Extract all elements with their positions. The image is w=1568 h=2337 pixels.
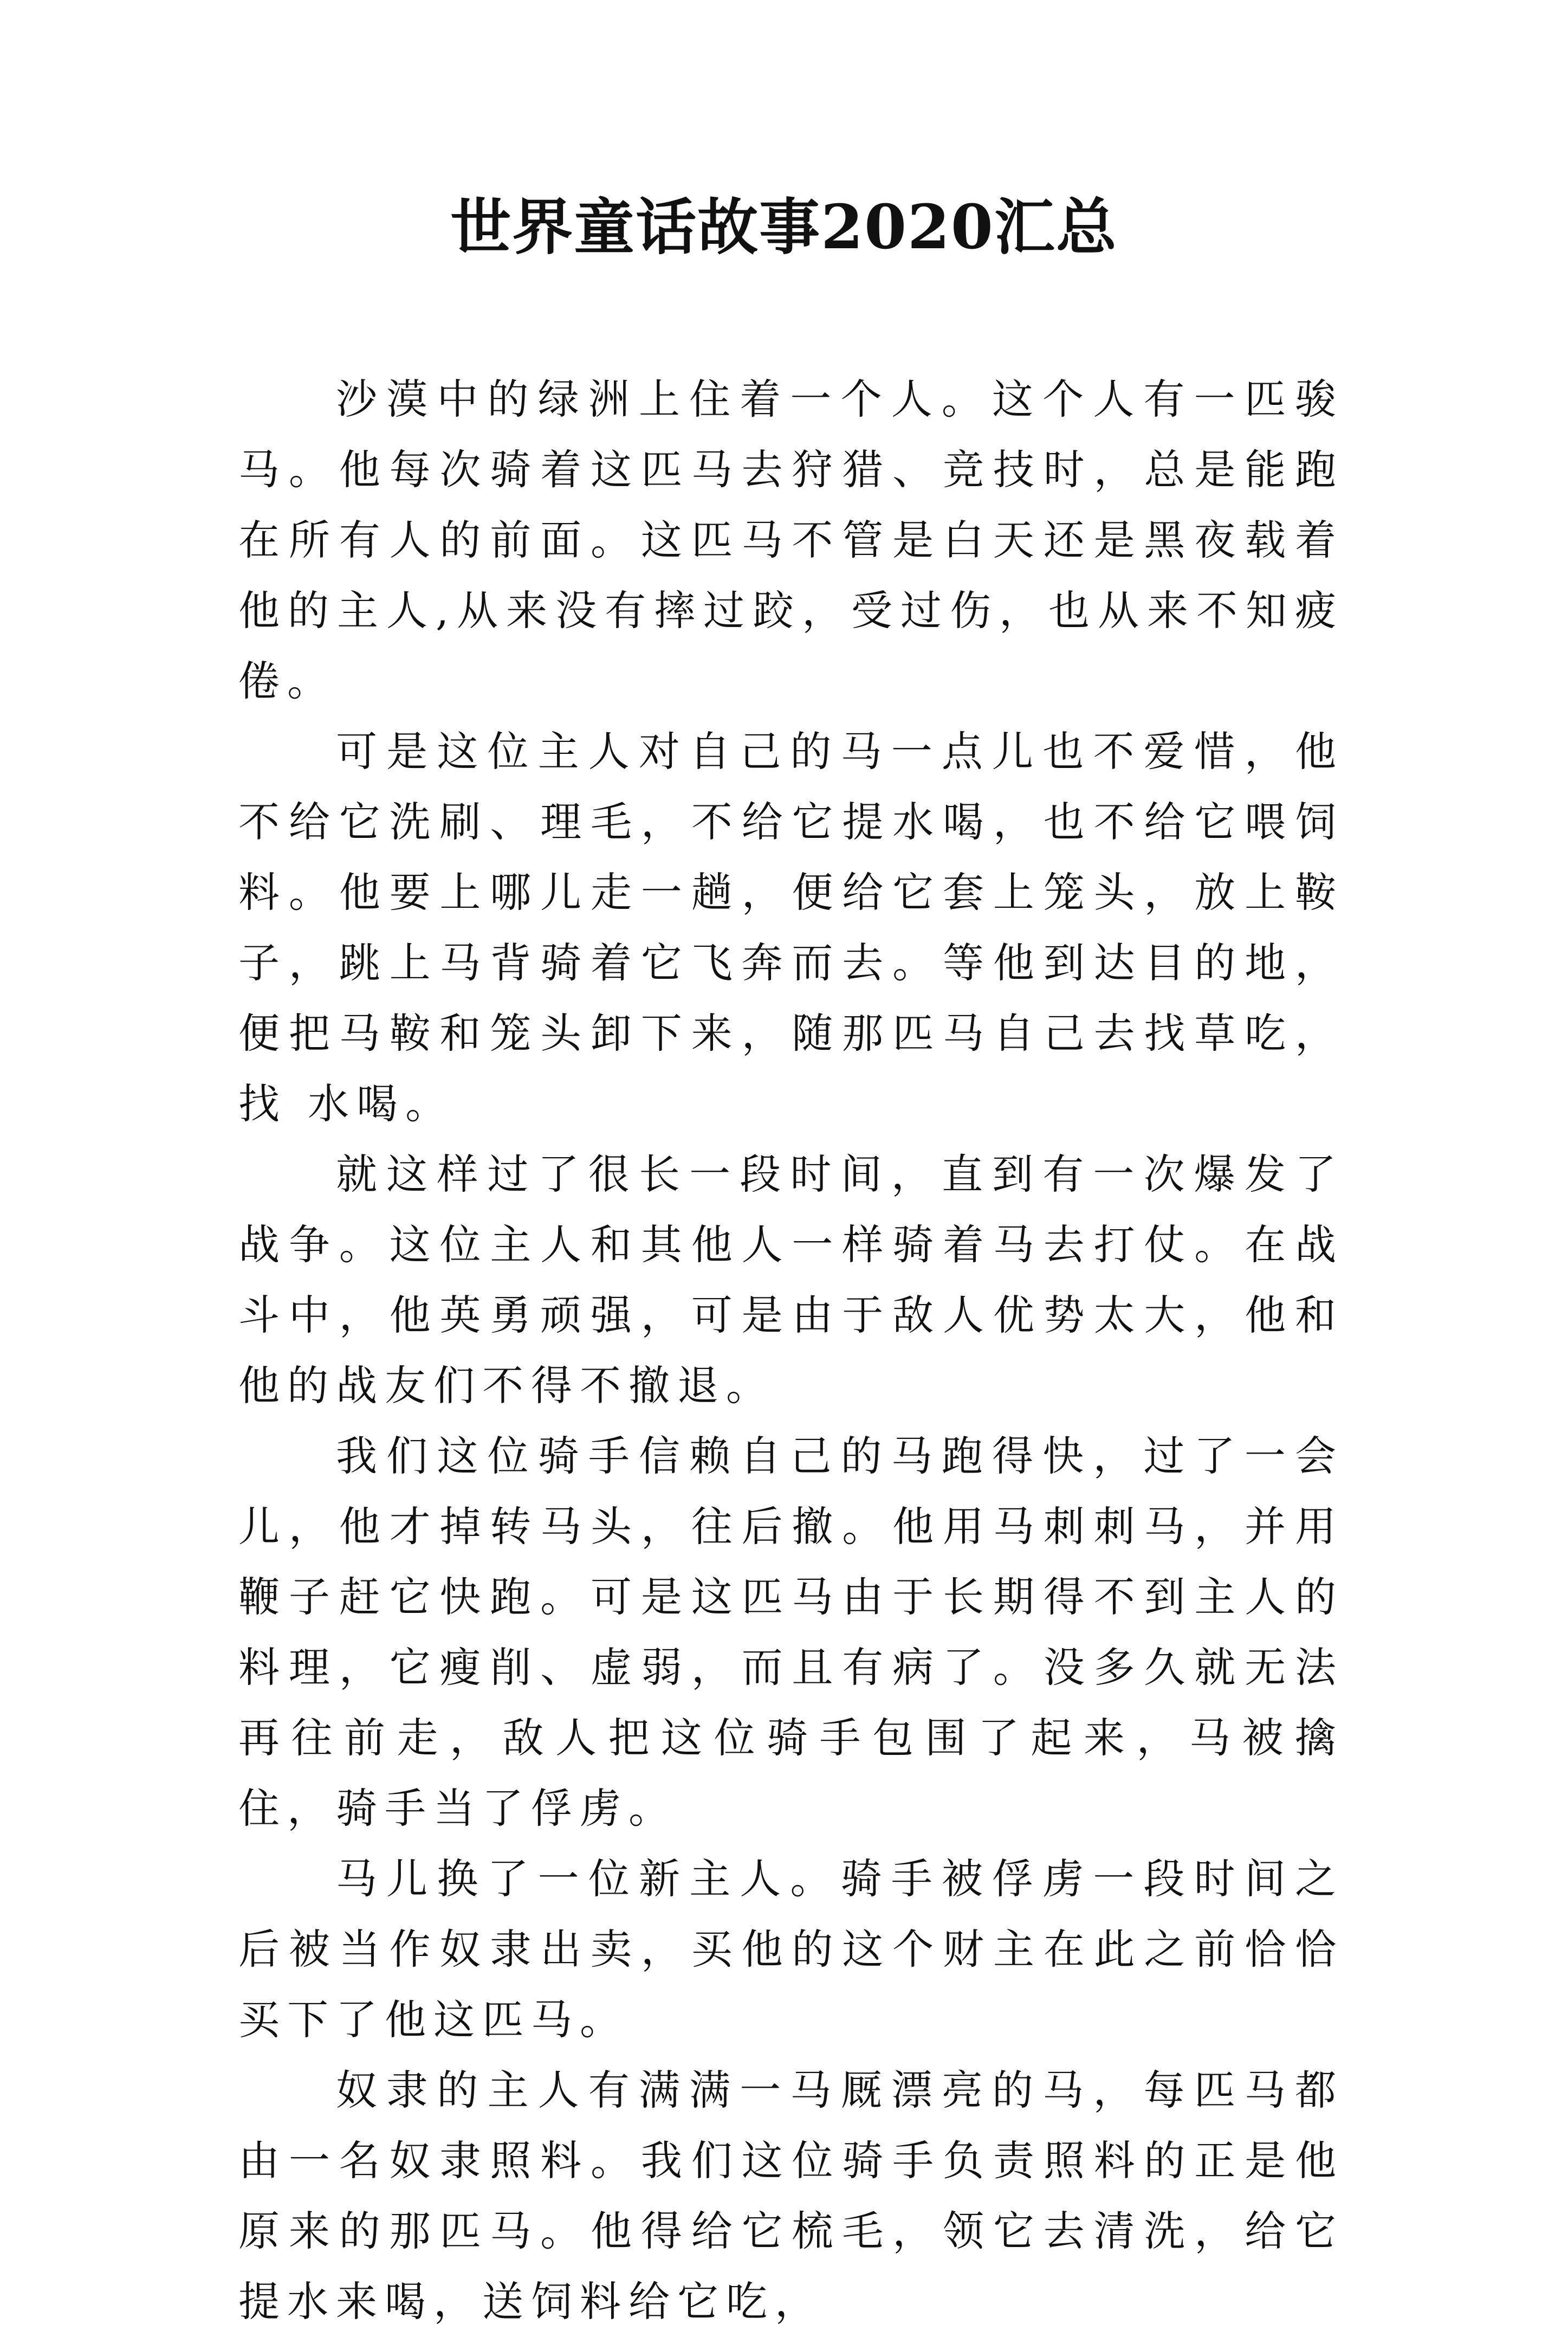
paragraph-5: 马儿换了一位新主人。骑手被俘虏一段时间之后被当作奴隶出卖，买他的这个财主在此之前恰恰买下了他这匹马。: [238, 1855, 1344, 2044]
document-title: 世界童话故事2020汇总: [450, 192, 1118, 263]
paragraph-1: 沙漠中的绿洲上住着一个人。这个人有一匹骏马。他每次骑着这匹马去狩猎、竞技时，总是能跑在所有人的前面。这匹马不管是白天还是黑夜载着他的主人,从来没有摔过跤，受过伤，也从来不知疲倦。: [238, 375, 1344, 705]
paragraph-4: 我们这位骑手信赖自己的马跑得快，过了一会儿，他才掉转马头，往后撤。他用马刺刺马，并用鞭子赶它快跑。可是这匹马由于长期得不到主人的料理，它瘦削、虚弱，而且有病了。没多久就无法再往前走，敌人把这位骑手包围了起来，马被擒住，骑手当了俘虏。: [238, 1432, 1344, 1832]
paragraph-6: 奴隶的主人有满满一马厩漂亮的马，每匹马都由一名奴隶照料。我们这位骑手负责照料的正是他原来的那匹马。他得给它梳毛，领它去清洗，给它提水来喝，送饲料给它吃，: [238, 2066, 1344, 2326]
paragraph-2: 可是这位主人对自己的马一点儿也不爱惜，他不给它洗刷、理毛，不给它提水喝，也不给它喂饲料。他要上哪儿走一趟，便给它套上笼头，放上鞍子，跳上马背骑着它飞奔而去。等他到达目的地，便把马鞍和笼头卸下来，随那匹马自己去找草吃，找 水喝。: [238, 727, 1344, 1128]
paragraph-3: 就这样过了很长一段时间，直到有一次爆发了战争。这位主人和其他人一样骑着马去打仗。在战斗中，他英勇顽强，可是由于敌人优势太大，他和他的战友们不得不撤退。: [238, 1150, 1344, 1410]
document-body: [238, 364, 1344, 2337]
